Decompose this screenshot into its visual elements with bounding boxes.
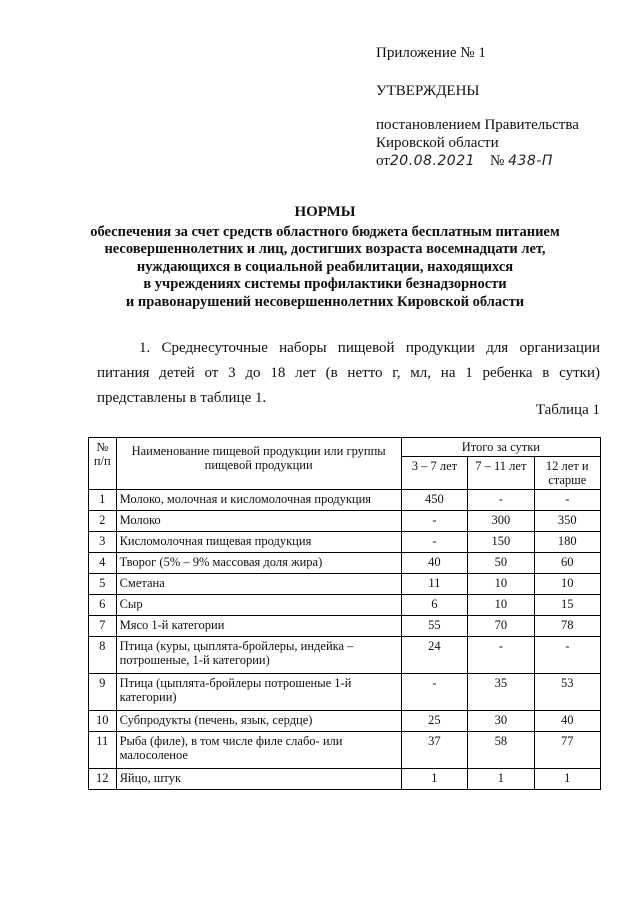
row-value-age-12-plus: 1 [534,769,600,790]
row-value-age-12-plus: 77 [534,732,600,769]
header-num: № п/п [89,438,117,490]
row-name: Мясо 1-й категории [116,616,401,637]
row-value-age-3-7: 24 [401,637,467,674]
row-value-age-3-7: 40 [401,553,467,574]
title-main: НОРМЫ [294,204,356,220]
decree-number: 438-П [508,153,553,169]
table-row [89,637,601,674]
row-value-age-12-plus: 180 [534,532,600,553]
row-value-age-12-plus: 60 [534,553,600,574]
row-num: 1 [89,490,117,511]
header-total: Итого за сутки [401,438,600,457]
approval-block [376,44,579,170]
title-line: нуждающихся в социальной реабилитации, находящихся [136,258,514,275]
table-row [89,511,601,532]
intro-paragraph [97,336,600,411]
table-label: Таблица 1 [535,402,600,418]
row-value-age-3-7: - [401,674,467,711]
row-name: Творог (5% – 9% массовая доля жира) [116,553,401,574]
row-value-age-3-7: 37 [401,732,467,769]
row-value-age-12-plus: 15 [534,595,600,616]
decree-date-number [376,152,579,170]
row-value-age-7-11: 10 [468,574,534,595]
row-num: 7 [89,616,117,637]
row-name: Молоко, молочная и кисломолочная продукция [116,490,401,511]
row-value-age-12-plus: - [534,637,600,674]
row-name: Сметана [116,574,401,595]
row-num: 11 [89,732,117,769]
row-value-age-3-7: 450 [401,490,467,511]
intro-text: 1. Среднесуточные наборы пищевой продукции для организации питания детей от 3 до 18 лет (в нетто г, мл, на 1 ребенка в сутки) представлены в таблице 1. [97,340,600,406]
table-row [89,595,601,616]
row-value-age-7-11: - [468,637,534,674]
row-name: Птица (куры, цыплята-бройлеры, индейка – потрошеные, 1-й категории) [116,637,401,674]
table-row [89,732,601,769]
header-age-7-11: 7 – 11 лет [468,457,534,490]
title-line: и правонарушений несовершеннолетних Кировской области [125,293,525,310]
table-row [89,574,601,595]
row-value-age-12-plus: 78 [534,616,600,637]
row-name: Птица (цыплята-бройлеры потрошеные 1-й категории) [116,674,401,711]
row-name: Сыр [116,595,401,616]
row-num: 6 [89,595,117,616]
table-row [89,616,601,637]
table-row [89,674,601,711]
table-row [89,553,601,574]
row-value-age-12-plus: 53 [534,674,600,711]
row-value-age-7-11: 10 [468,595,534,616]
row-value-age-3-7: 1 [401,769,467,790]
row-value-age-7-11: - [468,490,534,511]
row-value-age-3-7: - [401,511,467,532]
row-value-age-3-7: 6 [401,595,467,616]
header-age-12-plus: 12 лет и старше [534,457,600,490]
row-num: 4 [89,553,117,574]
row-value-age-7-11: 150 [468,532,534,553]
row-value-age-7-11: 1 [468,769,534,790]
table-row [89,769,601,790]
table-row [89,711,601,732]
row-num: 12 [89,769,117,790]
title-line: в учреждениях системы профилактики безнадзорности [143,276,507,292]
row-value-age-3-7: - [401,532,467,553]
row-name: Яйцо, штук [116,769,401,790]
row-value-age-12-plus: 40 [534,711,600,732]
row-num: 8 [89,637,117,674]
header-name: Наименование пищевой продукции или группы пищевой продукции [116,438,401,490]
decree-date: 20.08.2021 [389,153,476,169]
row-name: Субпродукты (печень, язык, сердце) [116,711,401,732]
number-label: № [490,153,505,169]
header-age-3-7: 3 – 7 лет [401,457,467,490]
row-name: Кисломолочная пищевая продукция [116,532,401,553]
decree-line-1: постановлением Правительства [376,117,579,133]
document-title [60,204,590,311]
row-num: 5 [89,574,117,595]
row-num: 2 [89,511,117,532]
decree-line-2: Кировской области [376,135,499,151]
row-value-age-7-11: 50 [468,553,534,574]
row-num: 10 [89,711,117,732]
row-value-age-3-7: 25 [401,711,467,732]
row-value-age-7-11: 35 [468,674,534,711]
row-value-age-12-plus: - [534,490,600,511]
row-name: Молоко [116,511,401,532]
approved-label: УТВЕРЖДЕНЫ [376,83,480,99]
row-value-age-7-11: 300 [468,511,534,532]
row-num: 9 [89,674,117,711]
table-row [89,532,601,553]
title-line: несовершеннолетних и лиц, достигших возраста восемнадцати лет, [104,241,546,257]
appendix-label: Приложение № 1 [376,45,486,61]
from-label: от [376,153,390,169]
row-name: Рыба (филе), в том числе филе слабо- или малосоленое [116,732,401,769]
table-row [89,490,601,511]
row-value-age-3-7: 55 [401,616,467,637]
row-value-age-7-11: 70 [468,616,534,637]
row-value-age-12-plus: 350 [534,511,600,532]
row-value-age-3-7: 11 [401,574,467,595]
row-value-age-12-plus: 10 [534,574,600,595]
title-line: обеспечения за счет средств областного бюджета бесплатным питанием [90,223,560,240]
row-value-age-7-11: 58 [468,732,534,769]
food-norms-table [88,437,601,790]
row-value-age-7-11: 30 [468,711,534,732]
row-num: 3 [89,532,117,553]
